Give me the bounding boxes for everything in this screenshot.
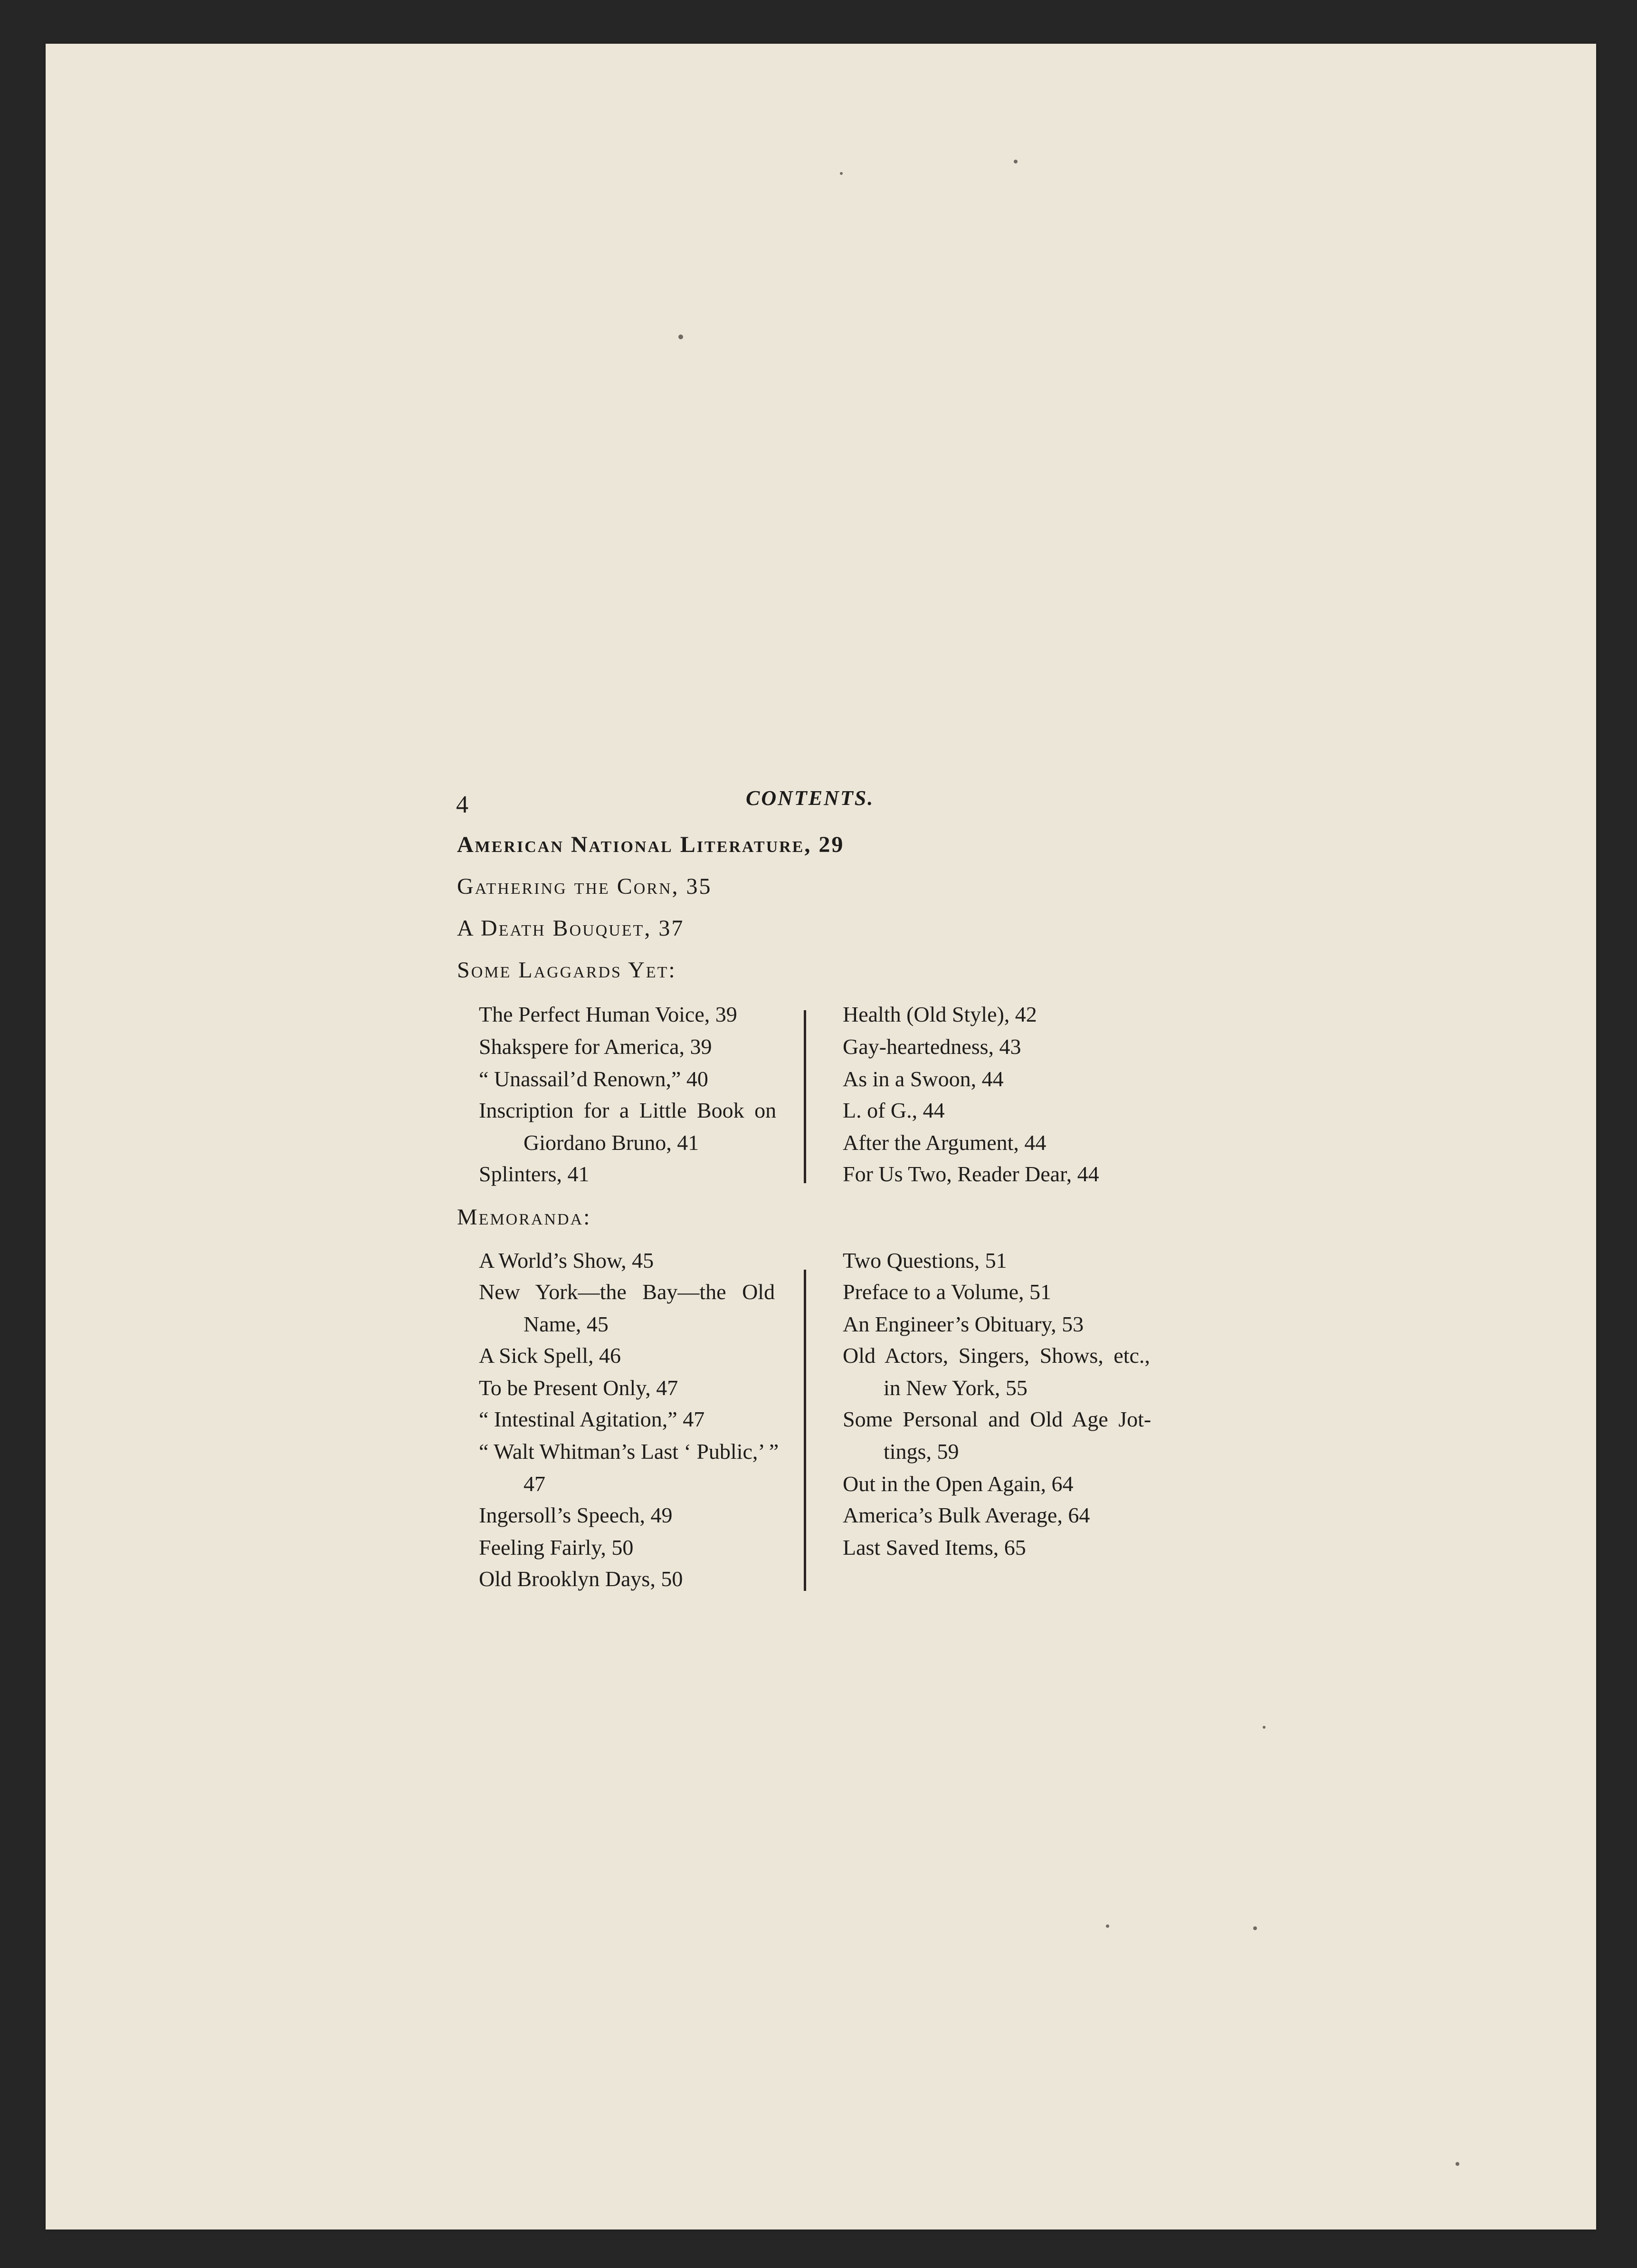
toc-subentry: Preface to a Volume, 51 — [843, 1280, 1052, 1304]
toc-subentry: Splinters, 41 — [479, 1162, 590, 1186]
toc-subentry: in New York, 55 — [884, 1376, 1028, 1400]
toc-subentry: An Engineer’s Obituary, 53 — [843, 1312, 1084, 1336]
toc-subentry: For Us Two, Reader Dear, 44 — [843, 1162, 1099, 1186]
toc-subentry: Last Saved Items, 65 — [843, 1535, 1026, 1560]
paper-speck — [840, 172, 843, 175]
section-heading-laggards: Some Laggards Yet: — [457, 957, 676, 983]
toc-subentry: New York—the Bay—the Old — [479, 1280, 775, 1304]
toc-subentry: “ Walt Whitman’s Last ‘ Public,’ ” — [479, 1439, 779, 1464]
paper-speck — [1106, 1924, 1109, 1928]
toc-subentry: tings, 59 — [884, 1439, 959, 1464]
toc-subentry: As in a Swoon, 44 — [843, 1067, 1004, 1091]
toc-subentry: Feeling Fairly, 50 — [479, 1535, 634, 1560]
toc-subentry: Gay-heartedness, 43 — [843, 1034, 1021, 1059]
paper-speck — [1456, 2162, 1459, 2166]
page-number: 4 — [456, 791, 468, 818]
toc-subentry: Ingersoll’s Speech, 49 — [479, 1503, 673, 1527]
paper-speck — [1253, 1926, 1257, 1930]
toc-subentry: 47 — [523, 1472, 545, 1496]
toc-subentry: Two Questions, 51 — [843, 1248, 1007, 1273]
toc-subentry: Inscription for a Little Book on — [479, 1098, 777, 1122]
toc-subentry: After the Argument, 44 — [843, 1130, 1047, 1155]
toc-subentry: A Sick Spell, 46 — [479, 1343, 621, 1368]
paper-speck — [1014, 160, 1018, 163]
toc-subentry: Out in the Open Again, 64 — [843, 1472, 1074, 1496]
toc-subentry: Old Actors, Singers, Shows, etc., — [843, 1343, 1150, 1368]
toc-entry: Gathering the Corn, 35 — [457, 874, 712, 899]
toc-subentry: L. of G., 44 — [843, 1098, 945, 1122]
toc-subentry: The Perfect Human Voice, 39 — [479, 1002, 737, 1026]
toc-subentry: America’s Bulk Average, 64 — [843, 1503, 1090, 1527]
column-divider — [804, 1010, 806, 1183]
toc-subentry: Shakspere for America, 39 — [479, 1034, 712, 1059]
toc-subentry: Name, 45 — [523, 1312, 609, 1336]
paper-speck — [1263, 1726, 1266, 1729]
section-heading-memoranda: Memoranda: — [457, 1205, 591, 1230]
toc-subentry: Old Brooklyn Days, 50 — [479, 1567, 683, 1591]
book-page — [46, 44, 1596, 2230]
contents-heading: CONTENTS. — [746, 786, 875, 810]
toc-subentry: A World’s Show, 45 — [479, 1248, 654, 1273]
toc-subentry: Some Personal and Old Age Jot- — [843, 1407, 1152, 1431]
toc-subentry: “ Unassail’d Renown,” 40 — [479, 1067, 708, 1091]
toc-subentry: To be Present Only, 47 — [479, 1376, 678, 1400]
toc-subentry: Giordano Bruno, 41 — [523, 1130, 699, 1155]
toc-entry: American National Literature, 29 — [457, 832, 845, 857]
toc-subentry: “ Intestinal Agitation,” 47 — [479, 1407, 705, 1431]
paper-speck — [678, 335, 683, 339]
column-divider — [804, 1270, 806, 1591]
toc-subentry: Health (Old Style), 42 — [843, 1002, 1037, 1026]
toc-entry: A Death Bouquet, 37 — [457, 916, 685, 941]
